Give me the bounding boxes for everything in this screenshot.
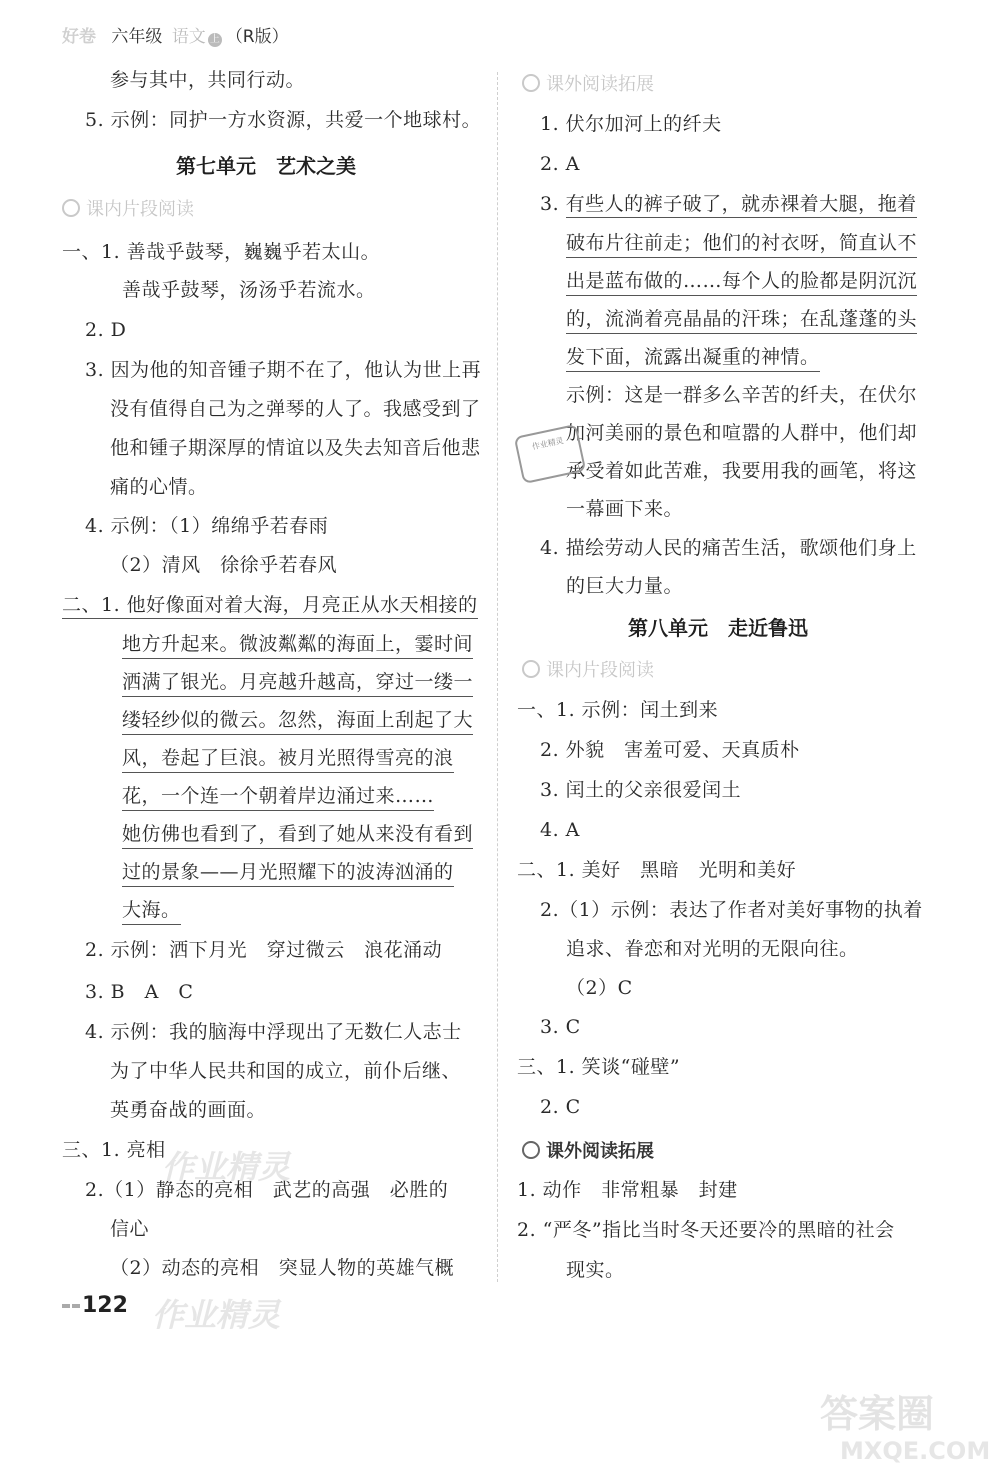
- answer-line: （2）C: [566, 977, 633, 999]
- answer-line: 示例：这是一群多么辛苦的纤夫，在伏尔: [566, 384, 918, 406]
- stamp-icon: 作业精灵: [514, 424, 587, 484]
- underlined-line: 发下面，流露出凝重的神情。: [566, 345, 820, 372]
- answer-line: 2. 外貌 害羞可爱、天真质朴: [540, 739, 800, 761]
- answer-line: 的巨大力量。: [566, 575, 684, 597]
- corner-logo-icon: [810, 1385, 990, 1465]
- answer-line: 2. A: [540, 153, 580, 175]
- answer-line: 三、1. 亮相: [62, 1139, 166, 1161]
- answer-line: 现实。: [566, 1259, 625, 1281]
- underlined-line: 花，一个连一个朝着岸边涌过来……: [122, 784, 434, 811]
- underlined-line: 缕轻纱似的微云。忽然，海面上刮起了大: [122, 708, 473, 735]
- column-divider: [497, 72, 498, 1282]
- underlined-line: 地方升起来。微波粼粼的海面上，霎时间: [122, 632, 473, 659]
- answer-line: 3. C: [540, 1016, 581, 1038]
- answer-line: 2. C: [540, 1096, 581, 1118]
- section-dot-icon: [522, 74, 540, 92]
- answer-line: 2. 示例：洒下月光 穿过微云 浪花涌动: [85, 939, 443, 961]
- underlined-line: 的，流淌着亮晶晶的汗珠；在乱蓬蓬的头: [566, 307, 917, 334]
- answer-line: 4. A: [540, 819, 580, 841]
- answer-line: 3. 闰土的父亲很爱闰土: [540, 779, 742, 801]
- answer-line: 一、1. 示例：闰土到来: [517, 699, 719, 721]
- grade-label: 六年级: [111, 27, 163, 47]
- unit-heading: 第七单元 艺术之美: [176, 154, 356, 178]
- section-dot-icon: [522, 660, 540, 678]
- answer-line: 为了中华人民共和国的成立，前仆后继、: [110, 1060, 462, 1082]
- page-number: 122: [62, 1293, 128, 1318]
- answer-line: 2.（1）示例：表达了作者对美好事物的执着: [540, 899, 923, 921]
- answer-line: 他和锺子期深厚的情谊以及失去知音后他悲: [110, 437, 481, 459]
- underlined-line: 破布片往前走；他们的衬衣呀，简直认不: [566, 231, 917, 258]
- answer-line: 2. “严冬”指比当时冬天还要冷的黑暗的社会: [517, 1219, 895, 1241]
- section-dot-icon: [62, 199, 80, 217]
- answer-line: 三、1. 笑谈“碰壁”: [517, 1056, 681, 1078]
- underlined-line: 大海。: [122, 898, 181, 925]
- answer-line: 5. 示例：同护一方水资源，共爱一个地球村。: [85, 109, 482, 131]
- watermark: 作业精灵: [152, 1296, 281, 1334]
- version-label: （R版）: [225, 27, 289, 47]
- answer-line: 3. 有些人的裤子破了，就赤裸着大腿，拖着: [540, 192, 917, 216]
- underlined-line: 洒满了银光。月亮越升越高，穿过一缕一: [122, 670, 473, 697]
- answer-line: 一、1. 善哉乎鼓琴，巍巍乎若太山。: [62, 241, 381, 263]
- answer-line: 1. 伏尔加河上的纤夫: [540, 113, 722, 135]
- answer-line: 追求、眷恋和对光明的无限向往。: [566, 938, 859, 960]
- corner-logo: [810, 1385, 990, 1465]
- underlined-line: 出是蓝布做的……每个人的脸都是阴沉沉: [566, 269, 917, 296]
- section-dot-icon: [522, 1141, 540, 1159]
- answer-line: （2）动态的亮相 突显人物的英雄气概: [110, 1257, 455, 1279]
- answer-line: 加河美丽的景色和喧嚣的人群中，他们却: [566, 422, 918, 444]
- underlined-line: 她仿佛也看到了，看到了她从来没有看到: [122, 822, 473, 849]
- term-badge: 上: [209, 34, 220, 45]
- section-label: 课外阅读拓展: [522, 70, 654, 96]
- answer-line: 2.（1）静态的亮相 武艺的高强 必胜的: [85, 1179, 449, 1201]
- unit-heading: 第八单元 走近鲁迅: [628, 616, 808, 640]
- page-header: [62, 22, 289, 47]
- underlined-line: 过的景象——月光照耀下的波涛汹涌的: [122, 860, 454, 887]
- answer-line: 4. 示例：（1）绵绵乎若春雨: [85, 515, 329, 537]
- brand-logo: 好卷: [62, 27, 96, 47]
- answer-line: 善哉乎鼓琴，汤汤乎若流水。: [122, 279, 376, 301]
- subject-label: 语文: [171, 27, 206, 47]
- answer-line: 信心: [110, 1218, 150, 1240]
- answer-line: 英勇奋战的画面。: [110, 1099, 267, 1121]
- section-label: 课内片段阅读: [62, 195, 194, 221]
- svg-text:答案圈: 答案圈: [820, 1392, 935, 1436]
- section-label: 课内片段阅读: [522, 656, 654, 682]
- watermark: 作业精灵: [162, 1148, 291, 1186]
- answer-line: 3. B A C: [85, 981, 194, 1003]
- answer-line: 二、1. 美好 黑暗 光明和美好: [517, 859, 797, 881]
- answer-line: 承受着如此苦难，我要用我的画笔，将这: [566, 460, 918, 482]
- svg-text:MXQE.COM: MXQE.COM: [840, 1437, 990, 1465]
- answer-line: 1. 动作 非常粗暴 封建: [517, 1179, 738, 1201]
- underlined-line: 风，卷起了巨浪。被月光照得雪亮的浪: [122, 746, 454, 773]
- answer-line: 4. 示例：我的脑海中浮现出了无数仁人志士: [85, 1021, 462, 1043]
- answer-line: 2. D: [85, 319, 127, 341]
- answer-line: 一幕画下来。: [566, 498, 684, 520]
- answer-line: 4. 描绘劳动人民的痛苦生活，歌颂他们身上: [540, 537, 917, 559]
- answer-line: 参与其中，共同行动。: [110, 69, 306, 91]
- answer-line: 3. 因为他的知音锺子期不在了，他认为世上再: [85, 359, 482, 381]
- answer-line: 没有值得自己为之弹琴的人了。我感受到了: [110, 398, 481, 420]
- answer-line: 痛的心情。: [110, 476, 208, 498]
- answer-line: 二、1. 他好像面对着大海，月亮正从水天相接的: [62, 593, 478, 617]
- answer-line: （2）清风 徐徐乎若春风: [110, 554, 338, 576]
- section-label: 课外阅读拓展: [522, 1137, 654, 1163]
